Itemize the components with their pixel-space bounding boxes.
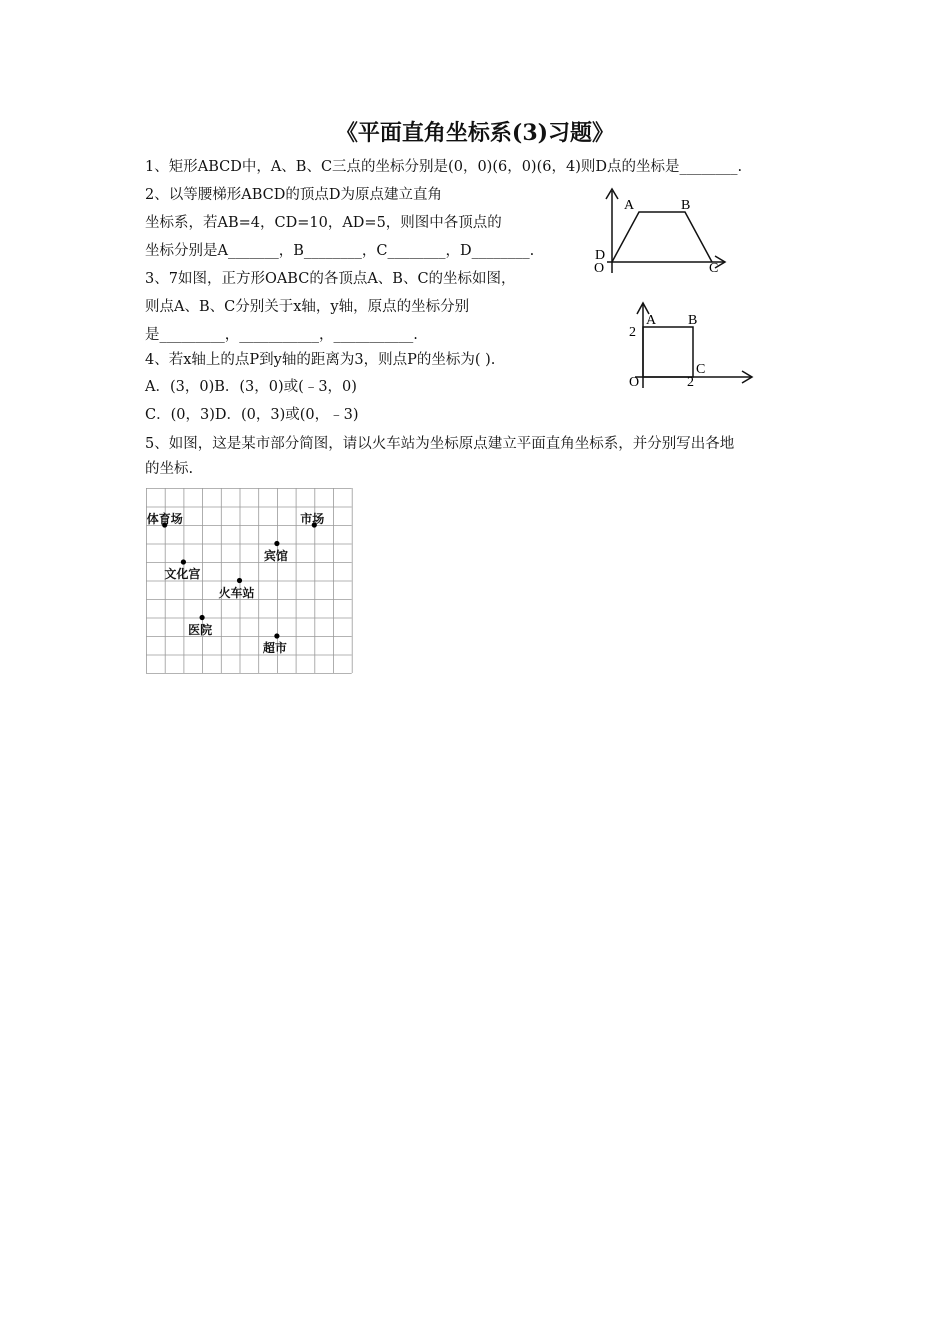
label-x-2: 2: [687, 375, 694, 390]
question-3-line-1: 3、7如图，正方形OABC的各顶点A、B、C的坐标如图，: [145, 271, 516, 287]
square-shape: [643, 327, 693, 377]
place-dot: [200, 615, 205, 620]
label-a: A: [624, 198, 635, 213]
trapezoid-shape: [612, 212, 712, 262]
city-map: [146, 488, 352, 673]
label-c: C: [709, 261, 719, 276]
question-5-line-2: 的坐标.: [145, 461, 194, 477]
square-figure: [620, 298, 760, 393]
label-c: C: [696, 362, 706, 377]
place-dot: [237, 578, 242, 583]
question-4-options-cd: C．(0，3)D．(0，3)或(0，﹣3): [145, 407, 359, 423]
question-5-line-1: 5、如图，这是某市部分简图，请以火车站为坐标原点建立平面直角坐标系，并分别写出各地: [145, 436, 735, 452]
question-3-line-3: 是_________，___________，___________.: [145, 327, 418, 343]
place-label: 文化宫: [164, 567, 201, 581]
place-dot: [274, 633, 279, 638]
question-3-line-2: 则点A、B、C分别关于x轴，y轴，原点的坐标分别: [145, 299, 470, 315]
label-y-2: 2: [629, 325, 636, 340]
label-d: D: [595, 248, 606, 263]
question-2-line-3: 坐标分别是A_______，B________，C________，D________.: [145, 243, 535, 259]
page-title: 《平面直角坐标系(3)习题》: [335, 120, 615, 146]
question-2-line-2: 坐标系，若AB=4，CD=10，AD=5，则图中各顶点的: [145, 215, 502, 231]
place-label: 宾馆: [263, 548, 288, 563]
place-label: 火车站: [218, 585, 255, 600]
place-dot: [274, 541, 279, 546]
question-1: 1、矩形ABCD中，A、B、C三点的坐标分别是(0，0)(6，0)(6，4)则D点的坐标是________.: [145, 159, 743, 175]
place-dot: [181, 559, 186, 564]
place-label: 医院: [188, 622, 213, 637]
place-label: 超市: [262, 641, 287, 655]
place-label: 市场: [300, 512, 325, 526]
place-label: 体育场: [146, 512, 183, 526]
label-a: A: [646, 313, 657, 328]
question-2-line-1: 2、以等腰梯形ABCD的顶点D为原点建立直角: [145, 187, 442, 203]
label-o: O: [594, 261, 605, 276]
label-b: B: [688, 313, 698, 328]
question-4: 4、若x轴上的点P到y轴的距离为3，则点P的坐标为( ).: [145, 352, 496, 368]
label-b: B: [681, 198, 691, 213]
label-o: O: [629, 375, 640, 390]
question-4-options-ab: A．(3，0)B．(3，0)或(﹣3，0): [145, 379, 357, 395]
trapezoid-figure: [585, 185, 735, 280]
